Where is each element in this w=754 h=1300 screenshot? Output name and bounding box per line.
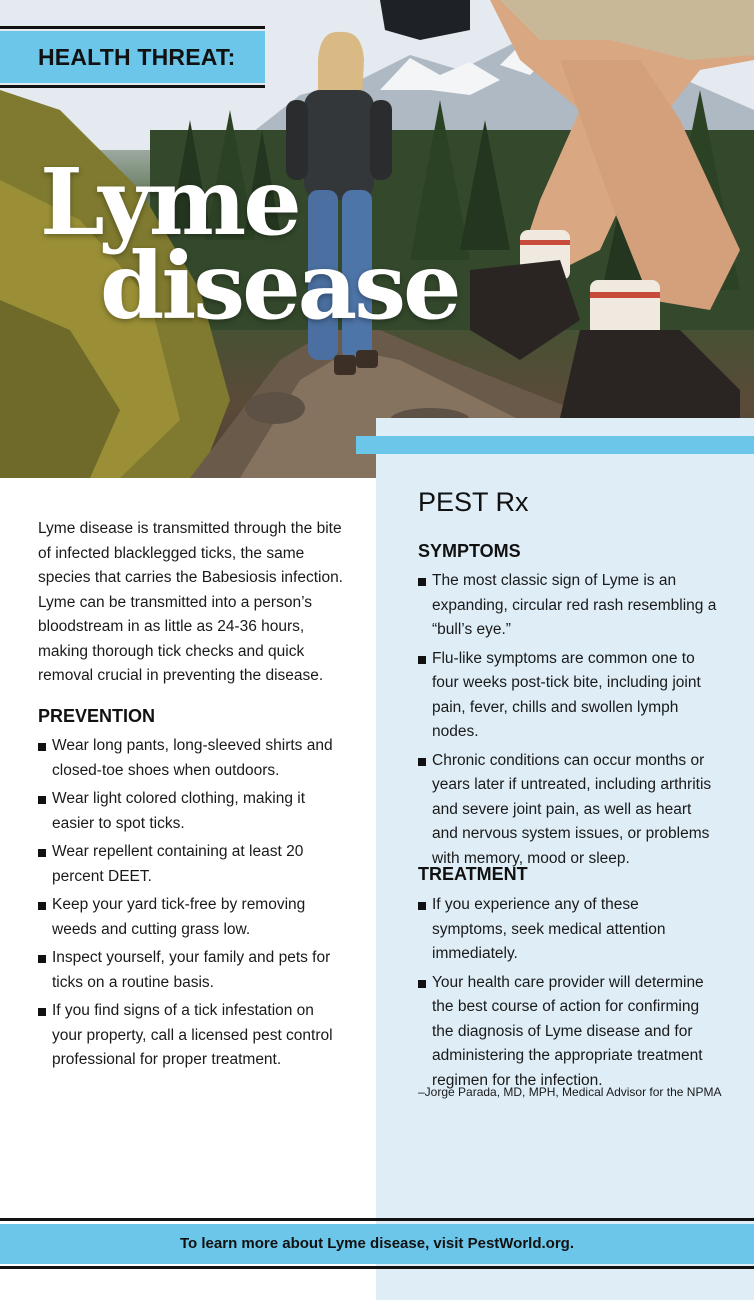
title-line-1: Lyme <box>40 148 299 256</box>
prevention-item: Wear light colored clothing, making it easier to spot ticks. <box>38 787 344 836</box>
health-threat-badge <box>0 31 265 83</box>
prevention-item: Wear repellent containing at least 20 percent DEET. <box>38 840 344 889</box>
symptoms-heading: SYMPTOMS <box>418 541 521 561</box>
badge-label: HEALTH THREAT: <box>38 44 236 70</box>
badge-rule-bottom <box>0 85 265 88</box>
prevention-heading: PREVENTION <box>38 706 156 726</box>
prevention-item: If you find signs of a tick infestation on your property, call a licensed pest control professional for proper treatment. <box>38 999 344 1073</box>
badge-rule-top <box>0 26 265 29</box>
footer-bar <box>0 1224 754 1264</box>
symptoms-list <box>418 569 718 871</box>
symptom-item: Flu-like symptoms are common one to four weeks post-tick bite, including joint pain, fever, chills and swollen lymph nodes. <box>418 647 718 745</box>
treatment-item: Your health care provider will determine the best course of action for confirming the diagnosis of Lyme disease and for administering the appropriate treatment regimen for the infection. <box>418 971 718 1094</box>
treatment-item: If you experience any of these symptoms, seek medical attention immediately. <box>418 893 718 967</box>
attribution: –Jorge Parada, MD, MPH, Medical Advisor for the NPMA <box>418 1085 722 1099</box>
footer-rule-top <box>0 1218 754 1221</box>
prevention-item: Keep your yard tick-free by removing weeds and cutting grass low. <box>38 893 344 942</box>
treatment-list <box>418 893 718 1093</box>
intro-paragraph: Lyme disease is transmitted through the bite of infected blacklegged ticks, the same species that carries the Babesiosis infection. Lyme can be transmitted into a person’s bloodstream in as little as 24-36 hours, making thorough tick checks and quick removal crucial in preventing the disease. <box>38 520 343 684</box>
footer-rule-bottom <box>0 1266 754 1269</box>
symptom-item: The most classic sign of Lyme is an expanding, circular red rash resembling a “bull’s eye.” <box>418 569 718 643</box>
symptom-item: Chronic conditions can occur months or years later if untreated, including arthritis and severe joint pain, as well as heart and nervous system issues, or problems with memory, mood or sleep. <box>418 749 718 872</box>
pest-rx-title: PEST Rx <box>418 487 529 517</box>
prevention-item: Wear long pants, long-sleeved shirts and closed-toe shoes when outdoors. <box>38 734 344 783</box>
treatment-heading: TREATMENT <box>418 864 528 884</box>
prevention-list <box>38 734 344 1073</box>
prevention-item: Inspect yourself, your family and pets for ticks on a routine basis. <box>38 946 344 995</box>
title-line-2: disease <box>100 232 459 340</box>
panel-accent-stripe <box>356 436 754 454</box>
footer-text: To learn more about Lyme disease, visit PestWorld.org. <box>180 1235 574 1252</box>
